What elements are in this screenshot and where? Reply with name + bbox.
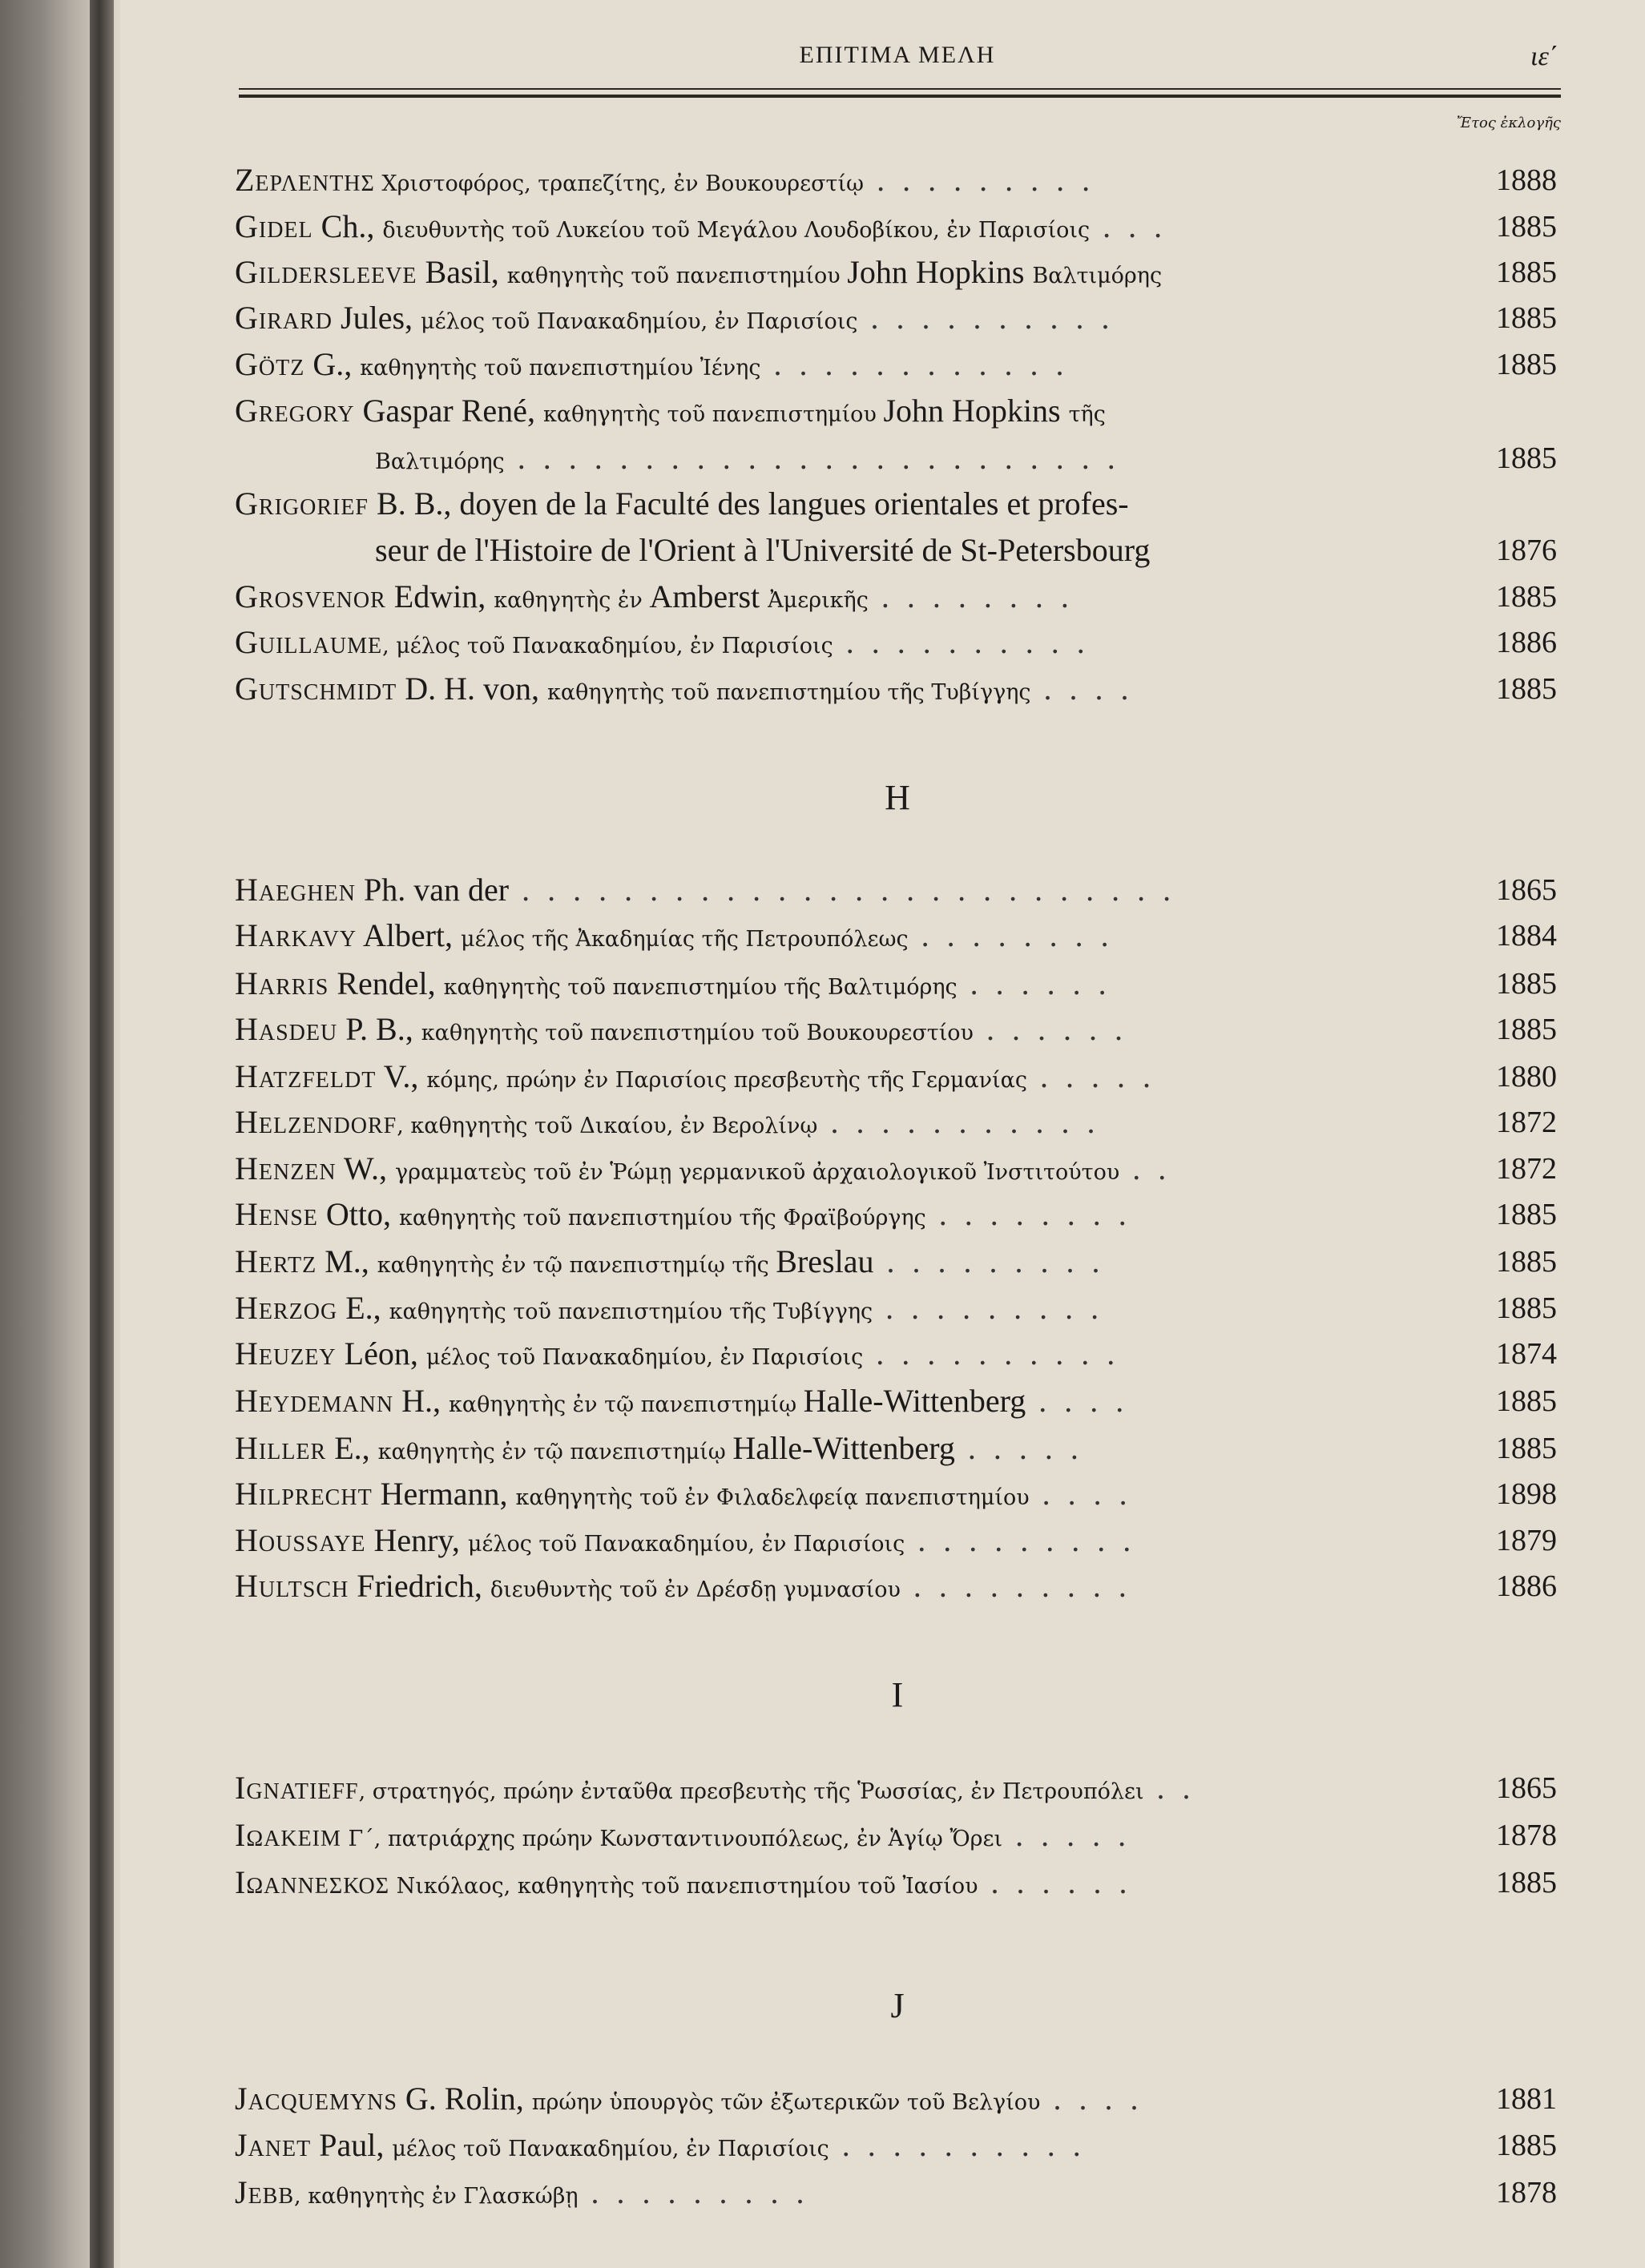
leader-dots: . . — [1143, 1770, 1195, 1806]
member-entry-text — [235, 962, 1397, 1005]
member-entry — [235, 1427, 1557, 1470]
member-entry-text — [235, 1055, 1397, 1098]
member-entry — [235, 914, 1557, 957]
member-description: E., καθηγητὴς τοῦ πανεπιστημίου τῆς Τυβίγγης — [337, 1290, 873, 1326]
election-year: 1878 — [1496, 1819, 1557, 1852]
member-description: Henry, μέλος τοῦ Πανακαδημίου, ἐν Παρισίοις — [365, 1522, 905, 1558]
member-entry-text — [235, 2077, 1397, 2121]
member-entry — [235, 962, 1557, 1005]
member-entry — [235, 1240, 1557, 1283]
member-description: Basil, καθηγητὴς τοῦ πανεπιστημίου John Hopkins Βαλτιμόρης — [417, 254, 1163, 290]
leader-dots: . . . . . — [1027, 1058, 1155, 1094]
member-surname: Jacquemyns — [235, 2081, 397, 2117]
member-entry — [235, 2077, 1557, 2121]
page-number: ιε΄ — [1530, 42, 1558, 71]
member-entry-text — [235, 482, 1397, 526]
member-entry-text — [235, 2124, 1397, 2167]
member-entry-text — [235, 389, 1397, 433]
member-surname: Hertz — [235, 1243, 317, 1279]
member-surname: Ιωαννεσκος — [235, 1864, 390, 1900]
election-year: 1885 — [1496, 256, 1557, 289]
election-year: 1885 — [1496, 1198, 1557, 1231]
leader-dots: . . . . . . . . . . . . . . . . . . . . . . . . — [504, 440, 1120, 476]
member-entry — [235, 389, 1557, 433]
member-entry-text — [235, 1766, 1397, 1810]
election-year: 1885 — [1496, 1013, 1557, 1046]
member-description: P. B., καθηγητὴς τοῦ πανεπιστημίου τοῦ Βουκουρεστίου — [337, 1011, 974, 1047]
election-year: 1881 — [1496, 2082, 1557, 2116]
leader-dots: . . . . . . — [957, 965, 1111, 1001]
leader-dots: . . . . . . — [978, 1864, 1132, 1900]
member-surname: Grigorief — [235, 485, 369, 522]
member-entry — [235, 1861, 1557, 1904]
member-entry-text — [235, 1565, 1397, 1608]
member-entry — [235, 482, 1557, 526]
member-entry — [235, 1147, 1557, 1190]
member-entry — [235, 575, 1557, 618]
member-entry — [235, 343, 1557, 386]
election-year: 1886 — [1496, 626, 1557, 659]
member-entry — [235, 1101, 1557, 1144]
leader-dots: . . . . . . . . — [868, 578, 1074, 614]
election-year: 1865 — [1496, 873, 1557, 907]
member-surname: Hiller — [235, 1430, 327, 1466]
member-entry-text — [235, 1814, 1397, 1857]
member-entry-text — [235, 1008, 1397, 1051]
member-surname: Gidel — [235, 208, 313, 244]
election-year: 1865 — [1496, 1771, 1557, 1805]
member-entry — [235, 621, 1557, 664]
member-description: Νικόλαος, καθηγητὴς τοῦ πανεπιστημίου τοῦ Ἰασίου — [389, 1874, 978, 1899]
member-surname: Jebb — [235, 2174, 295, 2210]
election-year: 1885 — [1496, 1432, 1557, 1465]
member-entry — [235, 205, 1557, 248]
election-year: 1885 — [1496, 580, 1557, 614]
leader-dots: . . . . — [1030, 671, 1134, 707]
member-description: Jules, μέλος τοῦ Πανακαδημίου, ἐν Παρισίοις — [333, 300, 858, 336]
header-rule-thick — [239, 95, 1561, 98]
leader-dots: . . . . . . . . . — [873, 1243, 1105, 1279]
member-entry-text — [235, 159, 1397, 202]
member-entry — [235, 1193, 1557, 1236]
member-entry — [235, 159, 1557, 202]
header-rule-thin — [239, 88, 1561, 90]
leader-dots: . . . . — [1040, 2081, 1143, 2117]
member-entry-text — [235, 2171, 1397, 2214]
member-surname: Harris — [235, 965, 329, 1001]
leader-dots: . . . . . . . . . . . . . . . . . . . . . . . . . . — [509, 872, 1176, 908]
leader-dots: . . . . . . . . . . — [857, 300, 1115, 336]
member-entry-text — [235, 296, 1397, 340]
member-description: Ph. van der — [355, 872, 510, 908]
member-description: D. H. von, καθηγητὴς τοῦ πανεπιστημίου τῆς Τυβίγγης — [397, 671, 1031, 707]
election-year: 1885 — [1496, 301, 1557, 335]
member-surname: Hatzfeldt — [235, 1058, 377, 1094]
member-surname: Janet — [235, 2127, 312, 2163]
section-letter: I — [891, 1675, 904, 1714]
member-description: Χριστοφόρος, τραπεζίτης, ἐν Βουκουρεστίῳ — [374, 171, 865, 196]
member-entry-text — [235, 914, 1397, 957]
election-year: 1880 — [1496, 1060, 1557, 1094]
member-entry-text — [235, 251, 1397, 294]
member-description: G., καθηγητὴς τοῦ πανεπιστημίου Ἰένης — [304, 346, 761, 382]
election-year: 1885 — [1496, 210, 1557, 244]
member-surname: Gildersleeve — [235, 254, 417, 290]
election-year: 1876 — [1496, 534, 1557, 567]
member-entry — [235, 868, 1557, 912]
election-year: 1878 — [1496, 2176, 1557, 2210]
leader-dots: . . . . . — [954, 1430, 1083, 1466]
member-description: Edwin, καθηγητὴς ἐν Amberst Ἀμερικῆς — [385, 578, 869, 614]
member-description: , καθηγητὴς τοῦ Δικαίου, ἐν Βερολίνῳ — [397, 1114, 818, 1138]
member-surname: Houssaye — [235, 1522, 366, 1558]
member-description: H., καθηγητὴς ἐν τῷ πανεπιστημίῳ Halle-Wittenberg — [393, 1383, 1026, 1419]
member-description: Paul, μέλος τοῦ Πανακαδημίου, ἐν Παρισίοις — [311, 2127, 829, 2163]
member-entry-text — [235, 1332, 1397, 1376]
running-head: ΕΠΙΤΙΜΑ ΜΕΛΗ — [799, 42, 996, 68]
election-year: 1885 — [1496, 441, 1557, 475]
election-year: 1885 — [1496, 672, 1557, 706]
member-description: Otto, καθηγητὴς τοῦ πανεπιστημίου τῆς Φραϊβούργης — [317, 1196, 926, 1232]
leader-dots: . . . . — [1026, 1383, 1129, 1419]
member-entry-text — [235, 1147, 1397, 1190]
member-surname: Hilprecht — [235, 1476, 373, 1512]
election-year: 1885 — [1496, 348, 1557, 381]
member-surname: Hultsch — [235, 1568, 349, 1604]
member-description: Βαλτιμόρης — [375, 449, 505, 474]
member-entry-text — [235, 1519, 1397, 1562]
member-entry-text — [375, 529, 1397, 572]
member-surname: Gregory — [235, 393, 355, 429]
member-entry — [235, 1814, 1557, 1857]
member-surname: Haeghen — [235, 872, 356, 908]
member-entry — [235, 251, 1557, 294]
member-entry-text — [235, 868, 1397, 912]
member-entry — [235, 437, 1557, 480]
member-surname: Grosvenor — [235, 578, 386, 614]
member-surname: Guillaume — [235, 624, 383, 660]
leader-dots: . . . . . . . . . . . — [817, 1104, 1100, 1140]
member-entry — [235, 2171, 1557, 2214]
election-year: 1885 — [1496, 1245, 1557, 1279]
member-entry — [235, 1332, 1557, 1376]
member-surname: Gutschmidt — [235, 671, 397, 707]
member-surname: Girard — [235, 300, 333, 336]
member-entry — [235, 1519, 1557, 1562]
leader-dots: . . . . . . . . — [908, 917, 1114, 953]
member-entry — [235, 1565, 1557, 1608]
member-description: Gaspar René, καθηγητὴς τοῦ πανεπιστημίου John Hopkins τῆς — [354, 393, 1106, 429]
member-entry — [235, 2124, 1557, 2167]
member-entry-text — [235, 343, 1397, 386]
leader-dots: . . . . . . . . . . — [829, 2127, 1086, 2163]
member-surname: Helzendorf — [235, 1104, 397, 1140]
member-entry — [235, 667, 1557, 711]
election-year: 1872 — [1496, 1152, 1557, 1186]
member-entry — [235, 1008, 1557, 1051]
member-surname: Harkavy — [235, 917, 357, 953]
member-surname: Herzog — [235, 1290, 338, 1326]
leader-dots: . . . . . . — [973, 1011, 1127, 1047]
election-year: 1884 — [1496, 919, 1557, 953]
member-description: Léon, μέλος τοῦ Πανακαδημίου, ἐν Παρισίοις — [336, 1335, 864, 1372]
member-description: B. B., doyen de la Faculté des langues orientales et profes- — [369, 485, 1129, 522]
member-description: E., καθηγητὴς ἐν τῷ πανεπιστημίῳ Halle-Wittenberg — [326, 1430, 955, 1466]
member-surname: Götz — [235, 346, 305, 382]
election-year: 1886 — [1496, 1569, 1557, 1603]
member-surname: Zερλεντης — [235, 162, 375, 198]
member-entry-text — [235, 1287, 1397, 1330]
member-description: , μέλος τοῦ Πανακαδημίου, ἐν Παρισίοις — [382, 634, 833, 659]
member-entry — [235, 1766, 1557, 1810]
leader-dots: . . . . . . . . . . — [833, 624, 1090, 660]
member-entry-text — [235, 575, 1397, 618]
member-entry — [235, 1472, 1557, 1516]
member-description: G. Rolin, πρώην ὑπουργὸς τῶν ἐξωτερικῶν τοῦ Βελγίου — [397, 2081, 1041, 2117]
leader-dots: . . . . — [1029, 1476, 1132, 1512]
member-entry-text — [235, 1380, 1397, 1423]
leader-dots: . . . . . . . . . . — [863, 1335, 1120, 1372]
leader-dots: . . . . . . . . . — [905, 1522, 1136, 1558]
member-description: V., κόμης, πρώην ἐν Παρισίοις πρεσβευτὴς τῆς Γερμανίας — [376, 1058, 1027, 1094]
member-entry — [235, 1380, 1557, 1423]
election-year: 1879 — [1496, 1524, 1557, 1557]
member-entry-text — [235, 667, 1397, 711]
member-surname: Heydemann — [235, 1383, 394, 1419]
member-entry — [235, 1055, 1557, 1098]
member-description: Γ΄, πατριάρχης πρώην Κωνσταντινουπόλεως, ἐν Ἁγίῳ Ὄρει — [341, 1827, 1003, 1851]
member-description: seur de l'Histoire de l'Orient à l'Université de St-Petersbourg — [375, 532, 1151, 568]
member-surname: Henzen — [235, 1150, 337, 1186]
member-description: Friedrich, διευθυντὴς τοῦ ἐν Δρέσδῃ γυμνασίου — [349, 1568, 901, 1604]
member-surname: Heuzey — [235, 1335, 337, 1372]
member-entry-text — [235, 1101, 1397, 1144]
member-description: W., γραμματεὺς τοῦ ἐν Ῥώμῃ γερμανικοῦ ἀρχαιολογικοῦ Ἰνστιτούτου — [336, 1150, 1120, 1186]
member-entry-text — [235, 1193, 1397, 1236]
member-entry — [235, 1287, 1557, 1330]
election-year: 1885 — [1496, 2129, 1557, 2162]
election-year: 1885 — [1496, 1291, 1557, 1325]
member-description: Rendel, καθηγητὴς τοῦ πανεπιστημίου τῆς Βαλτιμόρης — [329, 965, 958, 1001]
member-entry-text — [375, 437, 1397, 480]
member-entry-text — [235, 1427, 1397, 1470]
member-entry-text — [235, 1472, 1397, 1516]
member-entry-text — [235, 1861, 1397, 1904]
member-description: , καθηγητὴς ἐν Γλασκώβῃ — [294, 2184, 579, 2209]
member-entry — [235, 296, 1557, 340]
leader-dots: . . . . . . . . — [925, 1196, 1131, 1232]
election-year: 1898 — [1496, 1477, 1557, 1511]
member-surname: Hasdeu — [235, 1011, 338, 1047]
leader-dots: . . . . . . . . . — [873, 1290, 1104, 1326]
member-entry — [235, 529, 1557, 572]
leader-dots: . . . . . . . . . — [864, 162, 1095, 198]
member-description: Ch., διευθυντὴς τοῦ Λυκείου τοῦ Μεγάλου Λουδοβίκου, ἐν Παρισίοις — [312, 208, 1091, 244]
leader-dots: . . — [1119, 1150, 1171, 1186]
member-description: M., καθηγητὴς ἐν τῷ πανεπιστημίῳ τῆς Breslau — [317, 1243, 874, 1279]
leader-dots: . . . . . . . . . — [900, 1568, 1131, 1604]
election-year: 1872 — [1496, 1106, 1557, 1139]
member-entry-text — [235, 1240, 1397, 1283]
section-letter: H — [885, 778, 910, 817]
leader-dots: . . . . . — [1002, 1817, 1131, 1853]
section-letter: J — [890, 1986, 905, 2025]
member-entry-text — [235, 621, 1397, 664]
election-year: 1874 — [1496, 1337, 1557, 1371]
member-surname: Hense — [235, 1196, 318, 1232]
leader-dots: . . . . . . . . . — [578, 2174, 809, 2210]
leader-dots: . . . — [1090, 208, 1167, 244]
election-year: 1885 — [1496, 967, 1557, 1001]
member-description: , στρατηγός, πρώην ἐνταῦθα πρεσβευτὴς τῆς Ῥωσσίας, ἐν Πετρουπόλει — [358, 1779, 1144, 1804]
member-entry-text — [235, 205, 1397, 248]
member-surname: Ιωακειμ — [235, 1817, 341, 1853]
election-year: 1888 — [1496, 163, 1557, 197]
member-description: Albert, μέλος τῆς Ἀκαδημίας τῆς Πετρουπόλεως — [357, 917, 909, 953]
election-year: 1885 — [1496, 1384, 1557, 1418]
election-year: 1885 — [1496, 1866, 1557, 1899]
member-surname: Ignatieff — [235, 1770, 359, 1806]
leader-dots: . . . . . . . . . . . . — [760, 346, 1069, 382]
member-description: Hermann, καθηγητὴς τοῦ ἐν Φιλαδελφείᾳ πανεπιστημίου — [372, 1476, 1030, 1512]
year-column-heading: Ἔτος ἐκλογῆς — [1456, 115, 1561, 131]
